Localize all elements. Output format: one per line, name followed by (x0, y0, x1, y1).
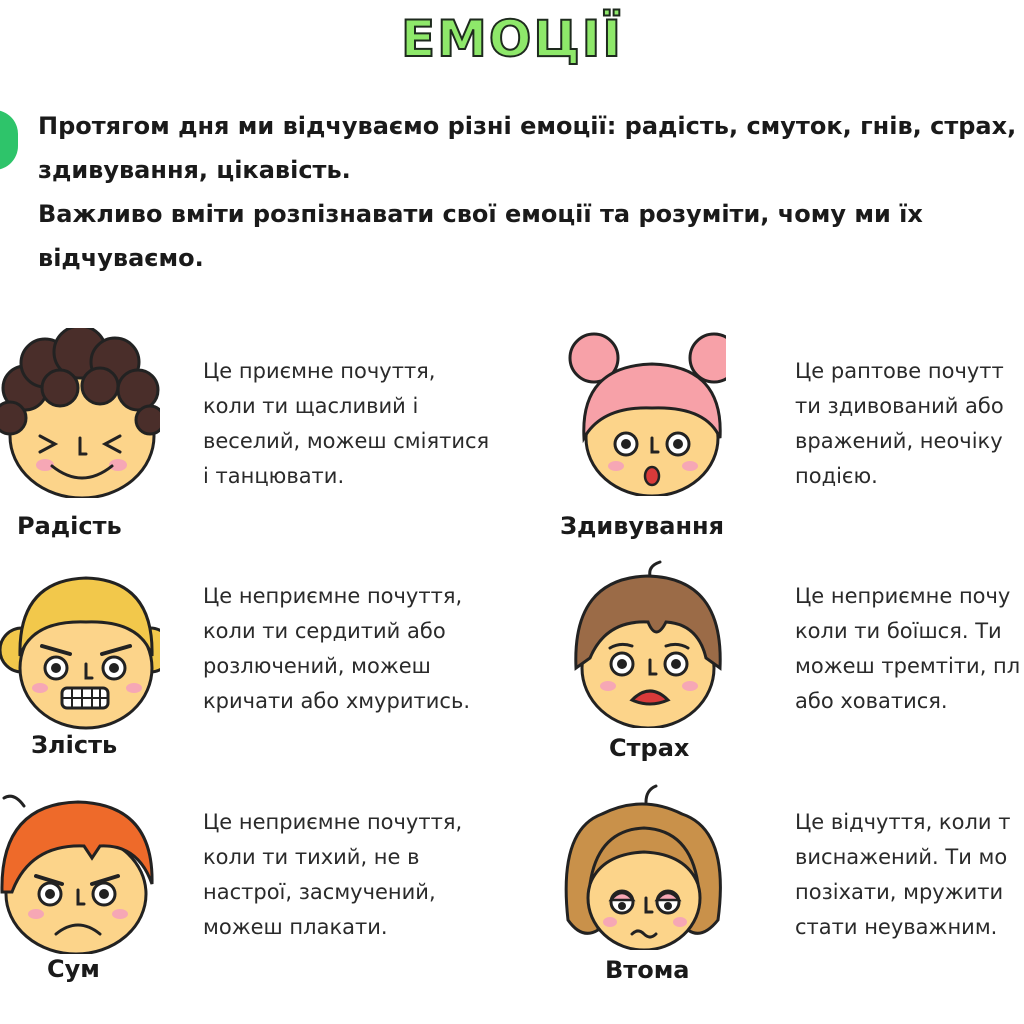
description-line: коли ти щасливий і (203, 394, 419, 418)
intro-line: Важливо вміти розпізнавати свої емоції та розуміти, чому ми їх (38, 200, 923, 228)
happy-face-icon (0, 328, 160, 498)
emotion-description (795, 579, 1020, 719)
description-line: Це приємне почуття, (203, 359, 436, 383)
emotion-description (203, 354, 489, 494)
sad-face-icon (0, 784, 160, 954)
description-line: і танцювати. (203, 464, 345, 488)
surprised-face-icon (566, 326, 726, 496)
emotion-label: Здивування (560, 512, 725, 540)
description-line: позіхати, мружити (795, 880, 1004, 904)
description-line: ти здивований або (795, 394, 1004, 418)
intro-line: відчуваємо. (38, 244, 204, 272)
angry-face-icon (0, 560, 160, 730)
description-line: Це відчуття, коли т (795, 810, 1011, 834)
description-line: розлючений, можеш (203, 654, 431, 678)
intro-line: Протягом дня ми відчуваємо різні емоції: радість, смуток, гнів, страх, (38, 112, 1017, 140)
description-line: кричати або хмуритись. (203, 689, 470, 713)
emotion-label: Злість (31, 731, 118, 759)
emotion-description (203, 805, 462, 945)
description-line: можеш тремтіти, пл (795, 654, 1021, 678)
description-line: коли ти сердитий або (203, 619, 446, 643)
emotion-description (795, 805, 1010, 945)
intro-line: здивування, цікавість. (38, 156, 351, 184)
description-line: подією. (795, 464, 878, 488)
description-line: виснажений. Ти мо (795, 845, 1008, 869)
description-line: стати неуважним. (795, 915, 998, 939)
page-title: ЕМОЦІЇ (400, 10, 623, 68)
description-line: настрої, засмучений, (203, 880, 436, 904)
emotion-label: Втома (605, 956, 690, 984)
bullet-dot (0, 110, 18, 170)
description-line: вражений, неочіку (795, 429, 1003, 453)
description-line: веселий, можеш сміятися (203, 429, 490, 453)
emotion-description (795, 354, 1004, 494)
description-line: Це неприємне почу (795, 584, 1011, 608)
tired-face-icon (562, 780, 722, 950)
description-line: коли ти тихий, не в (203, 845, 420, 869)
description-line: Це неприємне почуття, (203, 810, 463, 834)
description-line: можеш плакати. (203, 915, 388, 939)
intro-text (38, 104, 1024, 280)
emotion-label: Страх (609, 734, 690, 762)
description-line: Це раптове почутт (795, 359, 1004, 383)
description-line: Це неприємне почуття, (203, 584, 463, 608)
description-line: або ховатися. (795, 689, 948, 713)
emotion-label: Сум (47, 955, 100, 983)
emotion-description (203, 579, 470, 719)
emotion-label: Радість (17, 512, 122, 540)
description-line: коли ти боїшся. Ти (795, 619, 1002, 643)
scared-face-icon (566, 558, 726, 728)
